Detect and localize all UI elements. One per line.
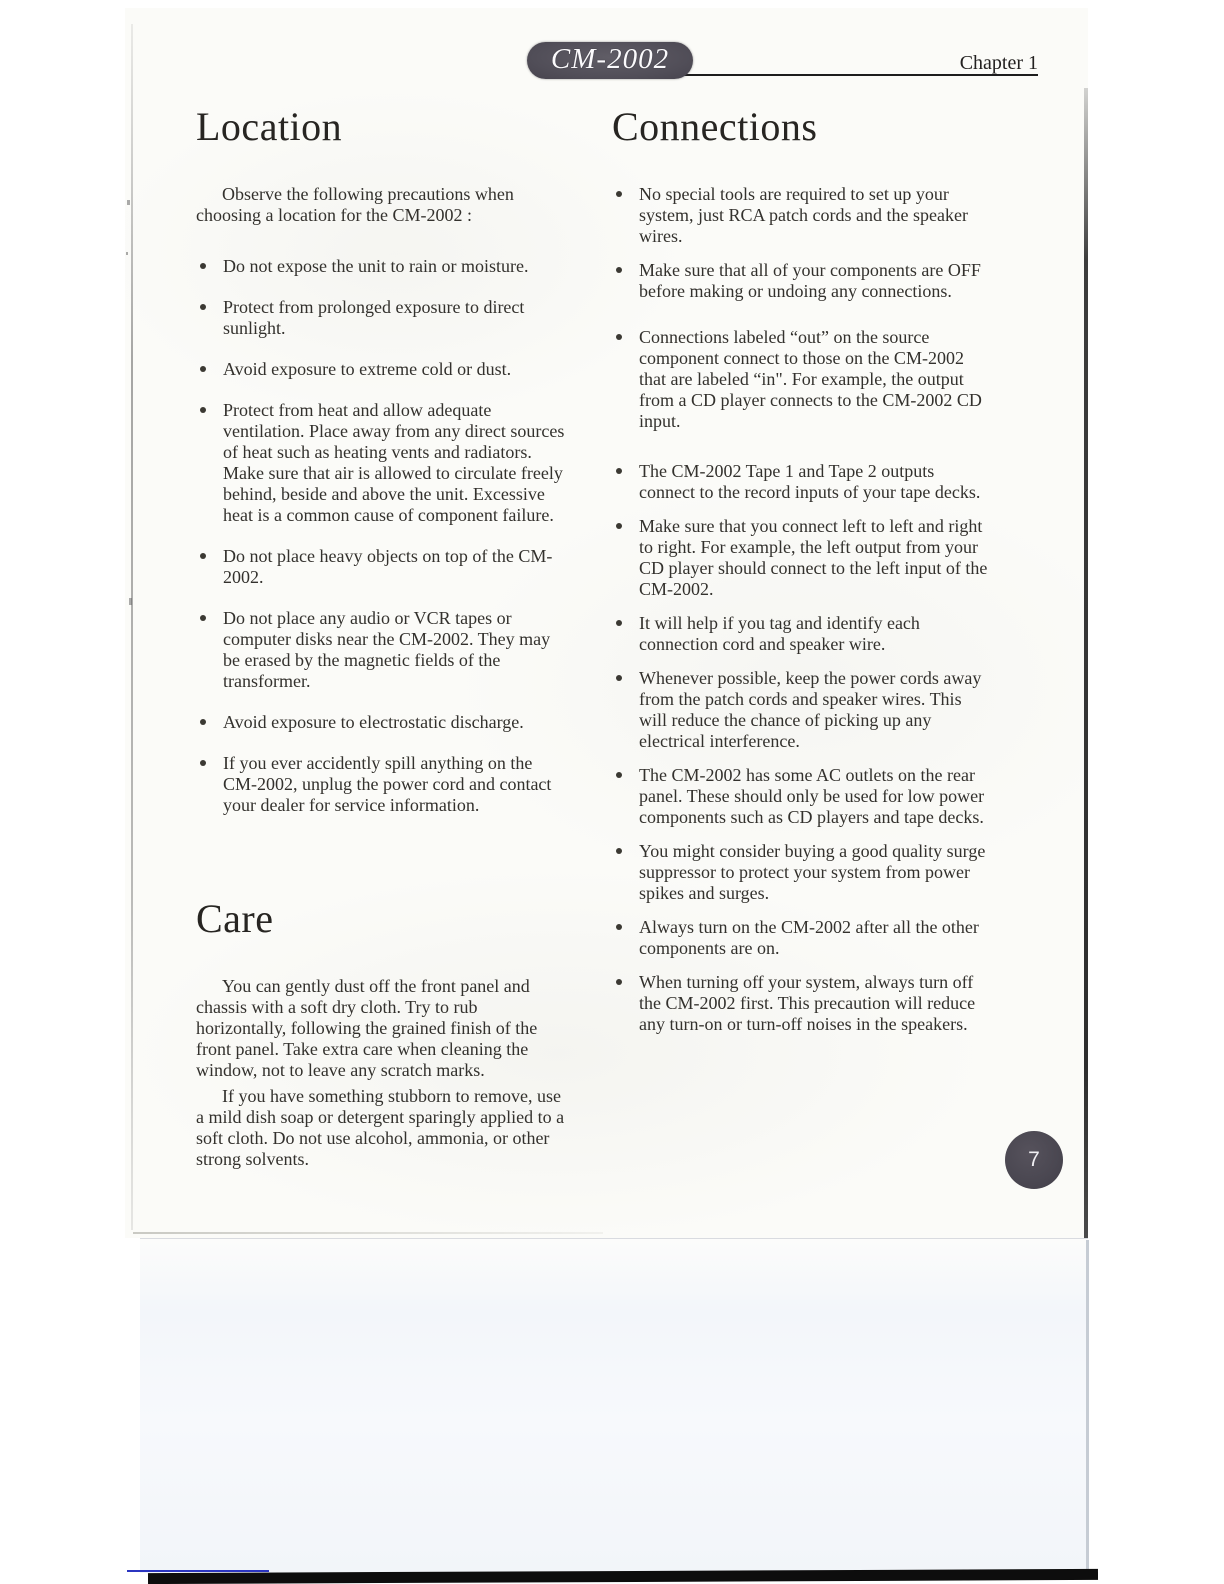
list-item bbox=[612, 972, 990, 1035]
list-item-text: Whenever possible, keep the power cords away from the patch cords and speaker wires. This will reduce the chance of picking up any electrical interference. bbox=[639, 668, 982, 751]
list-item bbox=[196, 546, 568, 588]
care-paragraph: If you have something stubborn to remove, use a mild dish soap or detergent sparingly applied to a soft cloth. Do not use alcohol, ammonia, or other strong solvents. bbox=[196, 1086, 565, 1169]
list-item-text: Always turn on the CM-2002 after all the other components are on. bbox=[639, 917, 979, 958]
list-item-text: Protect from heat and allow adequate ventilation. Place away from any direct sources of heat such as heating vents and radiators. Make sure that air is allowed to circulate freely behind, beside and above the unit. Excessive heat is a common cause of component failure. bbox=[223, 400, 565, 525]
list-item-text: Make sure that all of your components are OFF before making or undoing any connections. bbox=[639, 260, 981, 301]
bullet-icon bbox=[200, 263, 206, 269]
list-item-text: Make sure that you connect left to left and right to right. For example, the left output from your CD player should connect to the left input of the CM-2002. bbox=[639, 516, 988, 599]
list-item bbox=[196, 256, 568, 277]
bullet-icon bbox=[616, 979, 622, 985]
bullet-icon bbox=[616, 334, 622, 340]
list-item bbox=[196, 712, 568, 733]
care-body bbox=[196, 976, 568, 1170]
page-bottom-edge bbox=[133, 1232, 603, 1234]
page-right-edge bbox=[1084, 88, 1088, 1238]
list-item-text: Avoid exposure to extreme cold or dust. bbox=[223, 359, 512, 379]
list-item bbox=[612, 327, 990, 432]
list-item-text: You might consider buying a good quality surge suppressor to protect your system from power spikes and surges. bbox=[639, 841, 986, 903]
list-item bbox=[196, 297, 568, 339]
page-number-badge bbox=[1005, 1131, 1063, 1189]
chapter-label: Chapter 1 bbox=[959, 52, 1038, 74]
bullet-icon bbox=[616, 523, 622, 529]
list-item-text: When turning off your system, always turn off the CM-2002 first. This precaution will reduce any turn-on or turn-off noises in the speakers. bbox=[639, 972, 976, 1034]
bullet-icon bbox=[616, 848, 622, 854]
bullet-icon bbox=[616, 924, 622, 930]
list-item bbox=[196, 753, 568, 816]
list-item bbox=[612, 461, 990, 503]
list-item-text: Do not expose the unit to rain or moisture. bbox=[223, 256, 529, 276]
list-item bbox=[612, 613, 990, 655]
list-item bbox=[612, 516, 990, 600]
list-item-text: If you ever accidently spill anything on the CM-2002, unplug the power cord and contact your dealer for service information. bbox=[223, 753, 552, 815]
bullet-icon bbox=[616, 675, 622, 681]
connections-bullet-list bbox=[612, 184, 990, 1035]
list-item bbox=[612, 184, 990, 247]
care-title: Care bbox=[196, 896, 274, 941]
connections-section bbox=[612, 104, 990, 1048]
brand-badge bbox=[527, 42, 693, 79]
care-section bbox=[196, 896, 568, 1170]
bullet-icon bbox=[200, 366, 206, 372]
list-item bbox=[612, 668, 990, 752]
bullet-icon bbox=[616, 191, 622, 197]
list-item-text: The CM-2002 has some AC outlets on the rear panel. These should only be used for low power components such as CD players and tape decks. bbox=[639, 765, 985, 827]
brand-logo-text: CM-2002 bbox=[550, 43, 670, 75]
list-item-text: No special tools are required to set up your system, just RCA patch cords and the speaker wires. bbox=[639, 184, 968, 246]
care-paragraph: You can gently dust off the front panel and chassis with a soft dry cloth. Try to rub horizontally, following the grained finish of the front panel. Take extra care when cleaning the window, not to leave any scratch marks. bbox=[196, 976, 538, 1080]
list-item bbox=[612, 765, 990, 828]
next-page-edge bbox=[140, 1238, 1088, 1573]
list-item bbox=[196, 608, 568, 692]
location-title: Location bbox=[196, 104, 343, 149]
list-item-text: It will help if you tag and identify each connection cord and speaker wire. bbox=[639, 613, 920, 654]
connections-body bbox=[612, 184, 990, 1035]
bullet-icon bbox=[200, 615, 206, 621]
list-item bbox=[612, 260, 990, 302]
list-item-text: Protect from prolonged exposure to direct sunlight. bbox=[223, 297, 525, 338]
bullet-icon bbox=[200, 407, 206, 413]
page-left-edge bbox=[131, 24, 133, 1230]
location-bullet-list bbox=[196, 256, 568, 816]
location-intro: Observe the following precautions when choosing a location for the CM-2002 : bbox=[196, 184, 514, 225]
bullet-icon bbox=[200, 760, 206, 766]
list-item-text: Connections labeled “out” on the source component connect to those on the CM-2002 that are labeled “in". For example, the output from a CD player connects to the CM-2002 CD input. bbox=[639, 327, 982, 431]
bullet-icon bbox=[200, 553, 206, 559]
list-item bbox=[196, 400, 568, 526]
list-item-text: Avoid exposure to electrostatic discharge. bbox=[223, 712, 524, 732]
list-item-text: Do not place heavy objects on top of the CM-2002. bbox=[223, 546, 553, 587]
list-item bbox=[612, 917, 990, 959]
scan-speck bbox=[127, 200, 130, 205]
list-item-text: Do not place any audio or VCR tapes or computer disks near the CM-2002. They may be erased by the magnetic fields of the transformer. bbox=[223, 608, 551, 691]
scan-speck bbox=[129, 598, 132, 605]
connections-title: Connections bbox=[612, 104, 818, 149]
bullet-icon bbox=[200, 719, 206, 725]
next-page-right-edge bbox=[1086, 1240, 1089, 1570]
list-item bbox=[612, 841, 990, 904]
list-item bbox=[196, 359, 568, 380]
page-number: 7 bbox=[1028, 1148, 1040, 1171]
bullet-icon bbox=[616, 267, 622, 273]
bullet-icon bbox=[616, 772, 622, 778]
bullet-icon bbox=[200, 304, 206, 310]
bullet-icon bbox=[616, 620, 622, 626]
scan-speck bbox=[126, 252, 128, 255]
list-item-text: The CM-2002 Tape 1 and Tape 2 outputs connect to the record inputs of your tape decks. bbox=[639, 461, 981, 502]
location-section bbox=[196, 104, 568, 836]
location-body bbox=[196, 184, 568, 816]
bullet-icon bbox=[616, 468, 622, 474]
